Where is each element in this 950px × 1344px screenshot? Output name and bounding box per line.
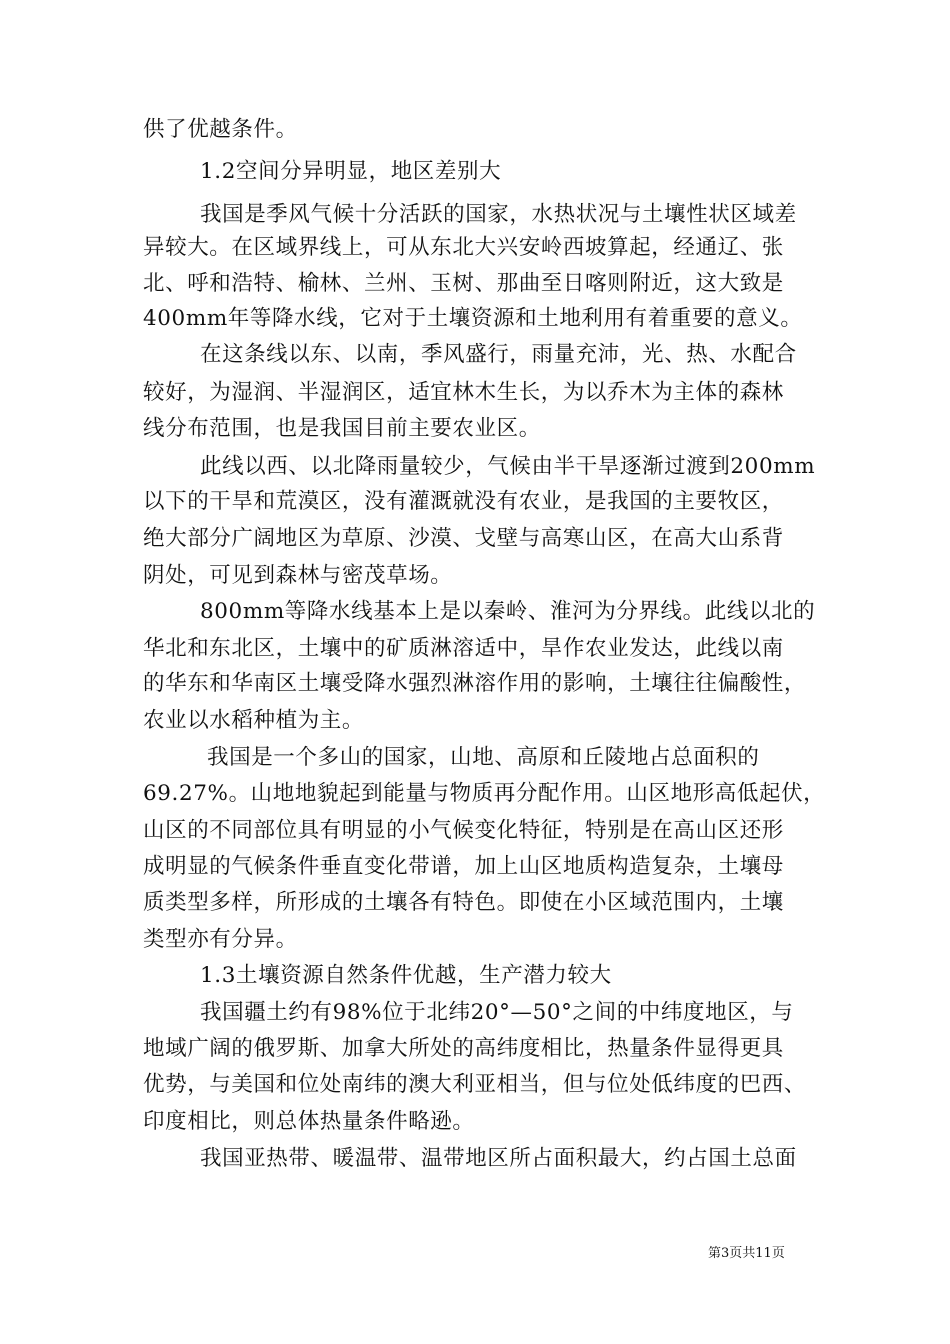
text-line: 此线以西、以北降雨量较少，气候由半干旱逐渐过渡到200mm (200, 454, 816, 479)
text-line: 优势，与美国和位处南纬的澳大利亚相当，但与位处低纬度的巴西、 (143, 1072, 807, 1097)
page-number: 第3页共11页 (708, 1246, 785, 1261)
text-line: 较好，为湿润、半湿润区，适宜林木生长，为以乔木为主体的森林 (143, 380, 784, 405)
text-line: 绝大部分广阔地区为草原、沙漠、戈壁与高寒山区，在高大山系背 (143, 526, 784, 551)
text-line: 成明显的气候条件垂直变化带谱，加上山区地质构造复杂，土壤母 (143, 854, 784, 879)
text-line: 印度相比，则总体热量条件略逊。 (143, 1109, 475, 1134)
text-line: 异较大。在区域界线上，可从东北大兴安岭西坡算起，经通辽、张 (143, 235, 784, 260)
text-line: 线分布范围，也是我国目前主要农业区。 (143, 416, 541, 441)
text-line: 阴处，可见到森林与密茂草场。 (143, 563, 453, 588)
text-line: 供了优越条件。 (143, 117, 298, 142)
text-line: 质类型多样，所形成的土壤各有特色。即使在小区域范围内，土壤 (143, 890, 784, 915)
text-line: 在这条线以东、以南，季风盛行，雨量充沛，光、热、水配合 (200, 342, 797, 367)
text-line: 我国是季风气候十分活跃的国家，水热状况与土壤性状区域差 (200, 202, 797, 227)
text-line: 400mm年等降水线，它对于土壤资源和土地利用有着重要的意义。 (143, 306, 803, 331)
section-heading: 1.3土壤资源自然条件优越，生产潜力较大 (200, 963, 612, 988)
text-line: 我国是一个多山的国家，山地、高原和丘陵地占总面积的 (207, 745, 760, 770)
text-line: 的华东和华南区土壤受降水强烈淋溶作用的影响，土壤往往偏酸性， (143, 671, 807, 696)
text-line: 以下的干旱和荒漠区，没有灌溉就没有农业，是我国的主要牧区， (143, 489, 784, 514)
text-line: 69.27%。山地地貌起到能量与物质再分配作用。山区地形高低起伏， (143, 781, 826, 806)
text-line: 800mm等降水线基本上是以秦岭、淮河为分界线。此线以北的 (200, 599, 816, 624)
text-line: 北、呼和浩特、榆林、兰州、玉树、那曲至日喀则附近，这大致是 (143, 271, 784, 296)
text-line: 地域广阔的俄罗斯、加拿大所处的高纬度相比，热量条件显得更具 (143, 1036, 784, 1061)
text-line: 山区的不同部位具有明显的小气候变化特征，特别是在高山区还形 (143, 818, 784, 843)
section-heading: 1.2空间分异明显，地区差别大 (200, 159, 502, 184)
text-line: 农业以水稻种植为主。 (143, 708, 365, 733)
text-line: 华北和东北区，土壤中的矿质淋溶适中，旱作农业发达，此线以南 (143, 636, 784, 661)
text-line: 类型亦有分异。 (143, 927, 298, 952)
text-line: 我国亚热带、暖温带、温带地区所占面积最大，约占国土总面 (200, 1146, 797, 1171)
text-line: 我国疆土约有98%位于北纬20°—50°之间的中纬度地区，与 (200, 1000, 794, 1025)
